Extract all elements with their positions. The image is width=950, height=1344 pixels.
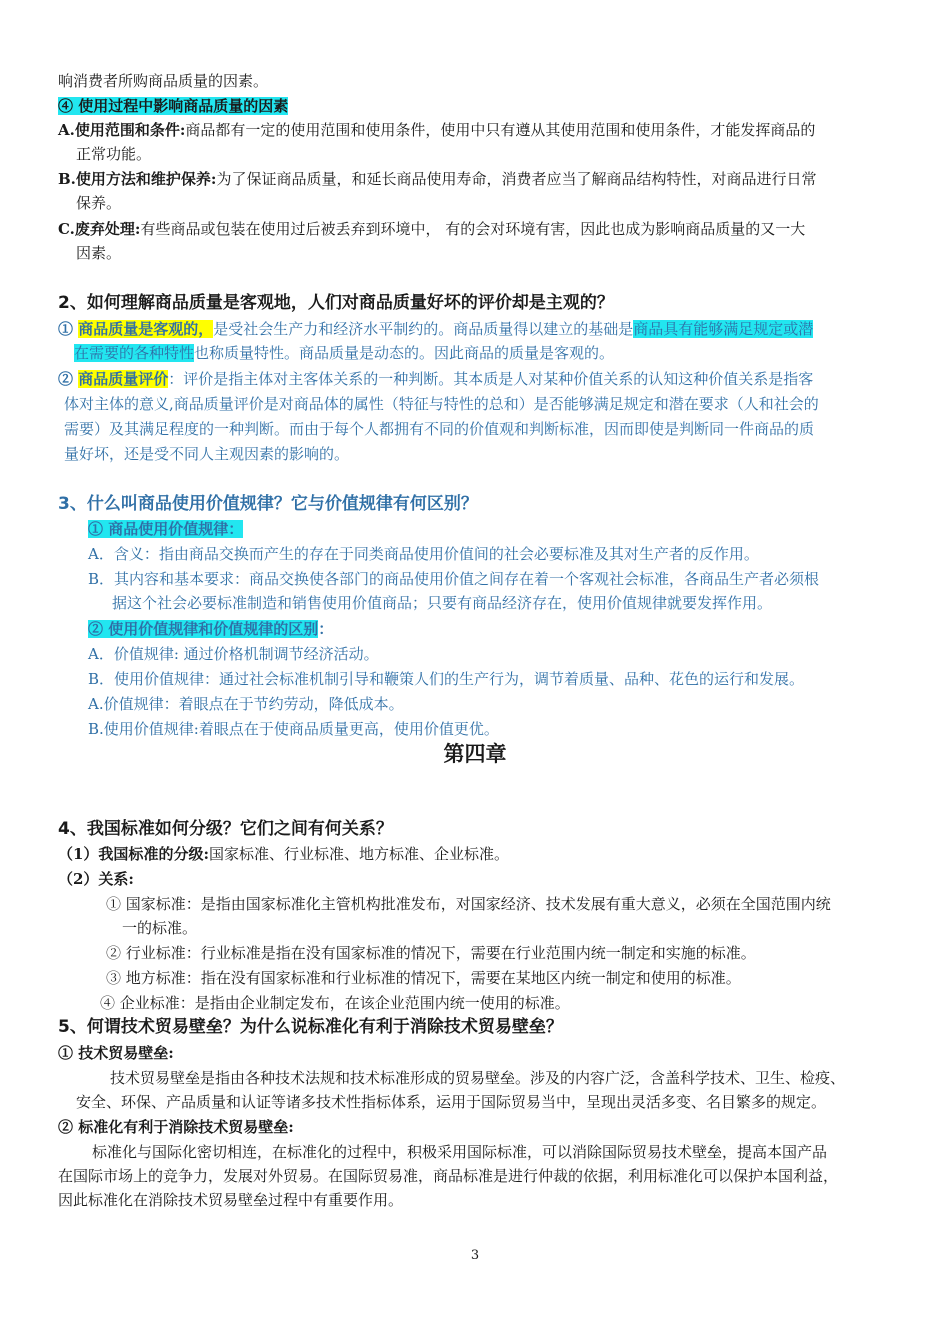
q4-item-enterprise: ④ 企业标准：是指由企业制定发布，在该企业范围内统一使用的标准。 [100,994,570,1012]
q3-subheading-2 [88,618,333,640]
q3-item-b3: B.使用价值规律:着眼点在于使商品质量更高，使用价值更优。 [88,720,499,738]
text: ：评价是指主体对主客体关系的一种判断。其本质是人对某种价值关系的认知这种价值关系是指客 [168,370,814,388]
q3-item-b1-continuation: 据这个社会必要标准制造和销售使用价值商品；只要有商品经济存在，使用价值规律就要发挥作用。 [112,594,773,612]
marker: ② [58,370,79,388]
q2-point-1-continuation [74,342,614,364]
question-5-title: 5、何谓技术贸易壁垒？为什么说标准化有利于消除技术贸易壁垒？ [58,1017,563,1037]
highlight-yellow: 商品质量是客观的， [78,320,214,338]
q2-point-2-line-4: 量好坏，还是受不同人主观因素的影响的。 [64,445,350,463]
item-a-continuation: 正常功能。 [76,145,152,163]
item-text: 有些商品或包装在使用过后被丢弃到环境中， 有的会对环境有害，因此也成为影响商品质量的又一大 [140,220,806,238]
q5-paragraph-1-line-1: 技术贸易壁垒是指由各种技术法规和技术标准形成的贸易壁垒。涉及的内容广泛，含盖科学技术、卫生、检疫、 [110,1069,846,1087]
item-c-continuation: 因素。 [76,244,122,262]
q3-item-b1: B．其内容和基本要求：商品交换使各部门的商品使用价值之间存在着一个客观社会标准，各商品生产者必须根 [88,570,820,588]
item-label: B.使用方法和维护保养: [58,170,217,188]
page-number: 3 [470,1248,480,1263]
q4-item-national-continuation: 一的标准。 [122,919,198,937]
item-text: 商品都有一定的使用范围和使用条件，使用中只有遵从其使用范围和使用条件，才能发挥商品的 [185,121,816,139]
q5-paragraph-2-line-1: 标准化与国际化密切相连，在标准化的过程中，积极采用国际标准，可以消除国际贸易技术壁垒，提高本国产品 [92,1143,828,1161]
item-label: A.使用范围和条件: [58,121,186,139]
paragraph-continuation: 响消费者所购商品质量的因素。 [58,72,269,90]
item-b-maintenance [58,168,816,190]
q5-subheading-2: ② 标准化有利于消除技术贸易壁垒: [58,1118,294,1136]
item-b-continuation: 保养。 [76,194,122,212]
highlight-yellow: 商品质量评价 [78,370,169,388]
q5-paragraph-2-line-3: 因此标准化在消除技术贸易壁垒过程中有重要作用。 [58,1191,404,1209]
q5-paragraph-1-line-2: 安全、环保、产品质量和认证等诸多技术性指标体系，运用于国际贸易当中，呈现出灵活多变、名目繁多的规定。 [76,1093,827,1111]
marker: ① [58,320,79,338]
q4-relationship-label: （2）关系: [58,870,134,888]
q4-classification [58,843,509,865]
q2-point-1 [58,318,813,340]
text: 也称质量特性。商品质量是动态的。因此商品的质量是客观的。 [194,344,615,362]
chapter-heading: 第四章 [443,742,507,766]
q2-point-2 [58,368,813,390]
item-text: 为了保证商品质量，和延长商品使用寿命，消费者应当了解商品结构特性，对商品进行日常 [216,170,817,188]
q3-item-b2: B．使用价值规律：通过社会标准机制引导和鞭策人们的生产行为，调节着质量、品种、花色的运行和发展。 [88,670,805,688]
question-2-title: 2、如何理解商品质量是客观地，人们对商品质量好坏的评价却是主观的？ [58,293,614,313]
q4-item-industry: ② 行业标准：行业标准是指在没有国家标准的情况下，需要在行业范围内统一制定和实施的标准。 [106,944,756,962]
highlight-cyan: ② 使用价值规律和价值规律的区别 [88,620,319,638]
text: 国家标准、行业标准、地方标准、企业标准。 [208,845,509,863]
question-3-title: 3、什么叫商品使用价值规律？它与价值规律有何区别？ [58,494,478,514]
question-4-title: 4、我国标准如何分级？它们之间有何关系？ [58,819,393,839]
colon: ： [318,620,334,638]
item-label: C.废弃处理: [58,220,141,238]
item-a-usage-scope [58,119,815,141]
subheading-usage-factors [58,95,288,117]
q3-item-a2: A．价值规律: 通过价格机制调节经济活动。 [88,645,379,663]
text: 是受社会生产力和经济水平制约的。商品质量得以建立的基础是 [213,320,634,338]
q5-paragraph-2-line-2: 在国际市场上的竞争力，发展对外贸易。在国际贸易准，商品标准是进行仲裁的依据，利用标准化可以保护本国利益， [58,1167,839,1185]
q3-item-a1: A．含义：指由商品交换而产生的存在于同类商品使用价值间的社会必要标准及其对生产者的反作用。 [88,545,759,563]
q2-point-2-line-3: 需要）及其满足程度的一种判断。而由于每个人都拥有不同的价值观和判断标准，因而即使是判断同一件商品的质 [64,420,815,438]
q4-item-local: ③ 地方标准：指在没有国家标准和行业标准的情况下，需要在某地区内统一制定和使用的标准。 [106,969,741,987]
item-c-disposal [58,218,805,240]
highlight-cyan: 在需要的各种特性 [74,344,195,362]
q3-subheading-1 [88,518,243,540]
q3-item-a3: A.价值规律：着眼点在于节约劳动，降低成本。 [88,695,404,713]
q2-point-2-line-2: 体对主体的意义,商品质量评价是对商品体的属性（特征与特性的总和）是否能够满足规定和潜在要求（人和社会的 [64,395,819,413]
highlight-cyan: ① 商品使用价值规律： [88,520,244,538]
highlight-cyan: ④ 使用过程中影响商品质量的因素 [58,97,289,115]
q5-subheading-1: ① 技术贸易壁垒: [58,1044,174,1062]
label: （1）我国标准的分级: [58,845,209,863]
highlight-cyan: 商品具有能够满足规定或潜 [633,320,814,338]
q4-item-national: ① 国家标准：是指由国家标准化主管机构批准发布，对国家经济、技术发展有重大意义，必须在全国范围内统 [106,895,831,913]
